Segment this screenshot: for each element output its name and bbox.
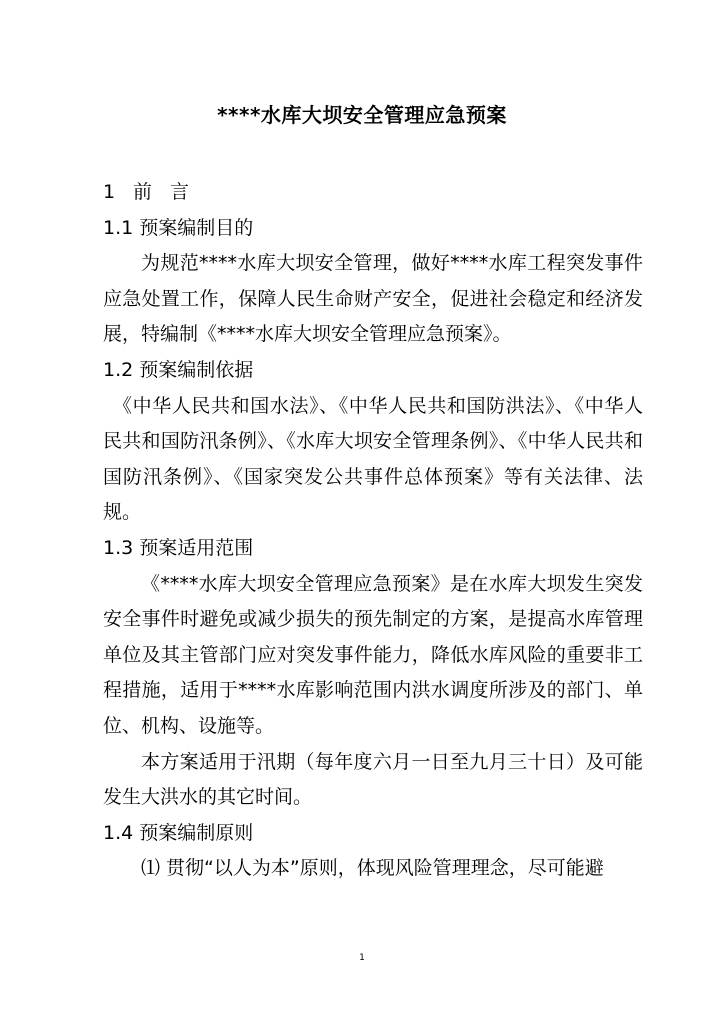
paragraph-purpose: 为规范****水库大坝安全管理，做好****水库工程突发事件应急处置工作，保障人民生命财产安全，促进社会稳定和经济发展，特编制《****水库大坝安全管理应急预案》。	[103, 252, 643, 346]
document-title: ****水库大坝安全管理应急预案	[217, 103, 507, 127]
section-number: 1	[103, 181, 116, 203]
paragraph-scope: 《****水库大坝安全管理应急预案》是在水库大坝发生突发安全事件时避免或减少损失的预先制定的方案，是提高水库管理单位及其主管部门应对突发事件能力，降低水库风险的重要非工程措施，适用于****水库影响范围内洪水调度所涉及的部门、单位、机构、设施等。	[103, 572, 643, 737]
section-heading-1-4: 1.4 预案编制原则	[103, 821, 254, 844]
document-body	[103, 175, 643, 887]
section-title: 前言	[133, 181, 208, 203]
page-number: 1	[359, 953, 365, 963]
section-heading-1-3: 1.3 预案适用范围	[103, 536, 254, 559]
section-heading-1	[103, 175, 643, 211]
paragraph-period: 本方案适用于汛期（每年度六月一日至九月三十日）及可能发生大洪水的其它时间。	[103, 750, 643, 809]
paragraph-basis: 《中华人民共和国水法》、《中华人民共和国防洪法》、《中华人民共和国防汛条例》、《水库大坝安全管理条例》、《中华人民共和国防汛条例》、《国家突发公共事件总体预案》等有关法律、法规。	[103, 394, 643, 524]
section-heading-1-2: 1.2 预案编制依据	[103, 358, 254, 381]
section-heading-1-1: 1.1 预案编制目的	[103, 216, 254, 239]
paragraph-principle-1: ⑴ 贯彻“以人为本”原则，体现风险管理理念，尽可能避	[141, 857, 604, 880]
